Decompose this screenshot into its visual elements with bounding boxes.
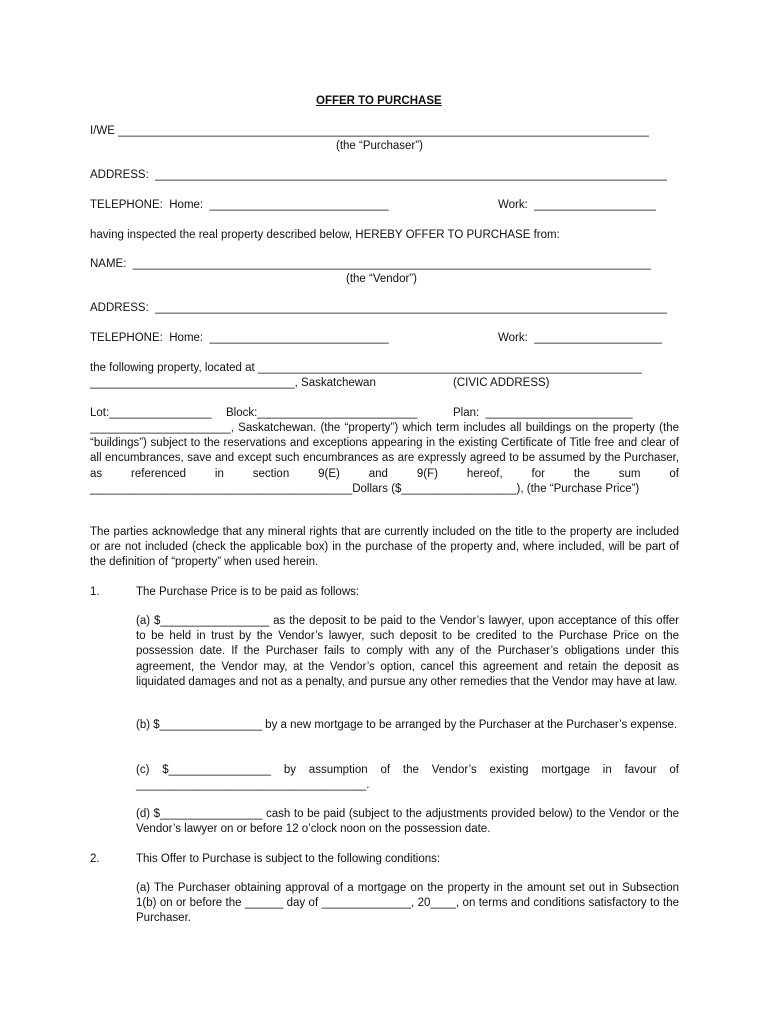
purchaser-address-field[interactable]: ADDRESS: ________________________________________________________________________________ xyxy=(90,169,667,181)
section-2a-paragraph: (a) The Purchaser obtaining approval of a mortgage on the property in the amount set out in Subsection 1(b) on or before the ______ day of ______________, 20____, on terms and conditions satisfactory to the Purchaser. xyxy=(136,882,679,925)
plan-field[interactable]: Plan: _______________________ xyxy=(453,407,633,419)
section-1-heading: The Purchase Price is to be paid as follows: xyxy=(136,586,360,598)
page-title: OFFER TO PURCHASE xyxy=(316,95,442,107)
block-field[interactable]: Block:_________________________ xyxy=(226,407,418,419)
mineral-rights-paragraph: The parties acknowledge that any mineral rights that are currently included on the title to the property are included or are not included (check the applicable box) in the purchase of the property and, where included, will be part of the definition of “property” when used herein. xyxy=(90,526,679,569)
purchaser-home-phone-field[interactable]: TELEPHONE: Home: ____________________________ xyxy=(90,199,389,211)
purchaser-name-field[interactable]: I/WE ___________________________________________________________________________________ xyxy=(90,125,649,137)
section-1d-paragraph: (d) $________________ cash to be paid (subject to the adjustments provided below) to the Vendor or the Vendor’s lawyer on or before 12 o’clock noon on the possession date. xyxy=(136,808,679,836)
purchaser-caption: (the “Purchaser”) xyxy=(336,140,423,152)
lot-field[interactable]: Lot:________________ xyxy=(90,407,212,419)
vendor-caption: (the “Vendor”) xyxy=(346,273,417,285)
vendor-address-field[interactable]: ADDRESS: ________________________________________________________________________________ xyxy=(90,302,667,314)
purchaser-work-phone-field[interactable]: Work: ___________________ xyxy=(498,199,656,211)
vendor-home-phone-field[interactable]: TELEPHONE: Home: ____________________________ xyxy=(90,332,389,344)
vendor-work-phone-field[interactable]: Work: ____________________ xyxy=(498,332,663,344)
property-description-paragraph: ______________________, Saskatchewan. (the “property”) which term includes all buildings on the property (the “buildings”) subject to the reservations and exceptions appearing in the existing Certificate of Title free and clear of all encumbrances, save and except such encumbrances as are expressly agreed to be assumed by the Purchaser, as referenced in section 9(E) and 9(F) hereof, for the sum of _________________________________________Dollars ($__________________), (the “Purchase Price”) xyxy=(90,422,679,495)
section-2-heading: This Offer to Purchase is subject to the following conditions: xyxy=(136,853,441,865)
property-location-field[interactable]: the following property, located at ____________________________________________________________ xyxy=(90,362,642,374)
section-1a-paragraph: (a) $_________________ as the deposit to be paid to the Vendor’s lawyer, upon acceptance of this offer to be held in trust by the Vendor’s lawyer, such deposit to be credited to the Purchase Price on the possession date. If the Purchaser fails to comply with any of the Purchaser’s obligations under this agreement, the Vendor may, at the Vendor’s option, cancel this agreement and retain the deposit as liquidated damages and not as a penalty, and pursue any other remedies that the Vendor may have at law. xyxy=(136,615,679,688)
property-location-field-2[interactable]: ________________________________, Saskatchewan xyxy=(90,377,376,389)
section-2-number: 2. xyxy=(90,853,100,865)
section-1b-paragraph: (b) $________________ by a new mortgage to be arranged by the Purchaser at the Purchaser’s expense. xyxy=(136,719,678,731)
civic-address-label: (CIVIC ADDRESS) xyxy=(453,377,550,389)
section-1c-paragraph: (c) $________________ by assumption of the Vendor’s existing mortgage in favour of ____________________________________. xyxy=(136,764,679,792)
section-1-number: 1. xyxy=(90,586,100,598)
inspection-statement: having inspected the real property described below, HEREBY OFFER TO PURCHASE from: xyxy=(90,229,560,241)
vendor-name-field[interactable]: NAME: _________________________________________________________________________________ xyxy=(90,258,651,270)
